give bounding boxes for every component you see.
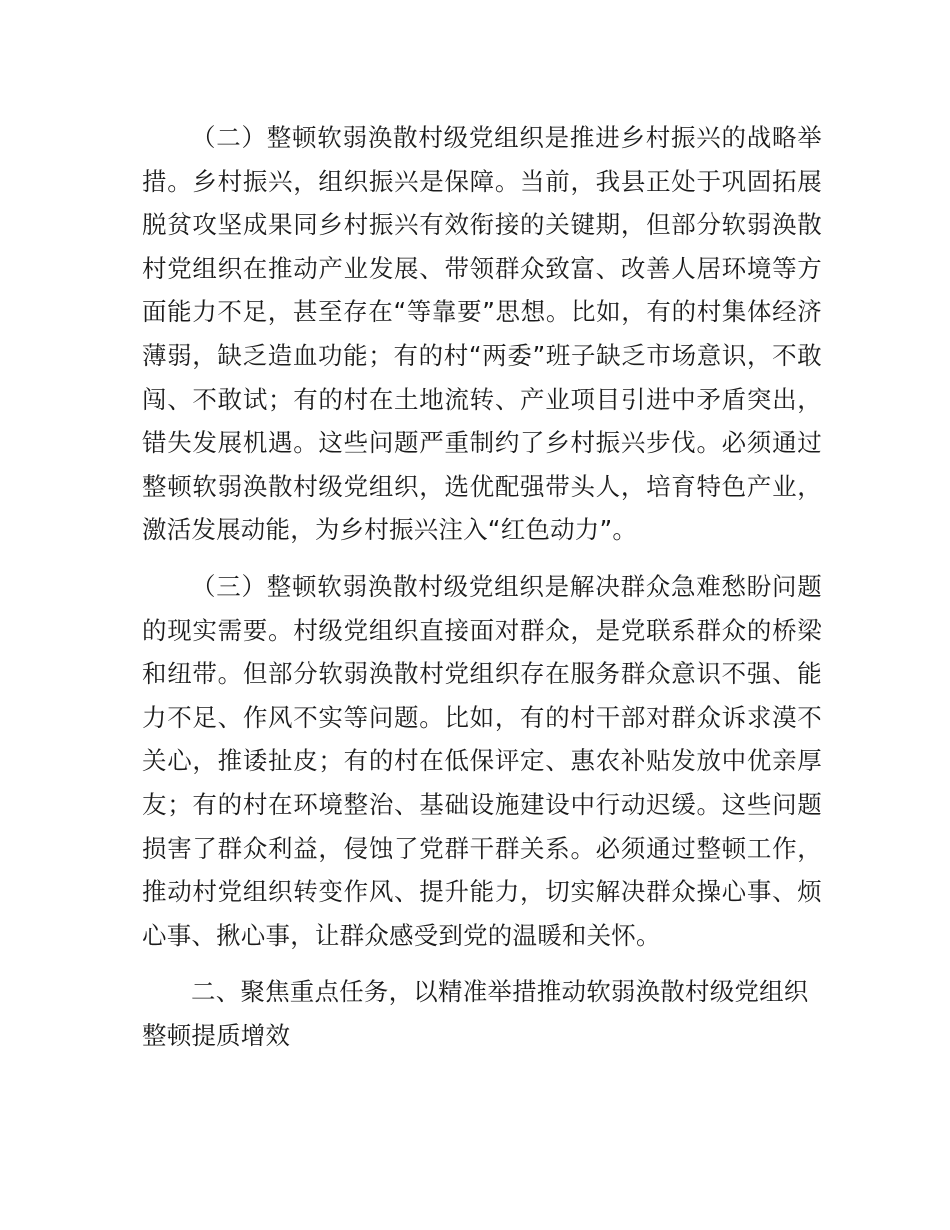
paragraph-practical-need: （三）整顿软弱涣散村级党组织是解决群众急难愁盼问题的现实需要。村级党组织直接面对群众，是党联系群众的桥梁和纽带。但部分软弱涣散村党组织存在服务群众意识不强、能力不足、作风不实等问题。比如，有的村干部对群众诉求漠不关心，推诿扯皮；有的村在低保评定、惠农补贴发放中优亲厚友；有的村在环境整治、基础设施建设中行动迟缓。这些问题损害了群众利益，侵蚀了党群干群关系。必须通过整顿工作，推动村党组织转变作风、提升能力，切实解决群众操心事、烦心事、揪心事，让群众感受到党的温暖和关怀。 [142, 571, 822, 950]
document-body [142, 116, 822, 1082]
section-heading: 二、聚焦重点任务，以精准举措推动软弱涣散村级党组织整顿提质增效 [142, 977, 809, 1050]
paragraph-strategic-measure: （二）整顿软弱涣散村级党组织是推进乡村振兴的战略举措。乡村振兴，组织振兴是保障。当前，我县正处于巩固拓展脱贫攻坚成果同乡村振兴有效衔接的关键期，但部分软弱涣散村党组织在推动产业发展、带领群众致富、改善人居环境等方面能力不足，甚至存在“等靠要”思想。比如，有的村集体经济薄弱，缺乏造血功能；有的村“两委”班子缺乏市场意识，不敢闯、不敢试；有的村在土地流转、产业项目引进中矛盾突出，错失发展机遇。这些问题严重制约了乡村振兴步伐。必须通过整顿软弱涣散村级党组织，选优配强带头人，培育特色产业，激活发展动能，为乡村振兴注入“红色动力”。 [142, 123, 822, 545]
